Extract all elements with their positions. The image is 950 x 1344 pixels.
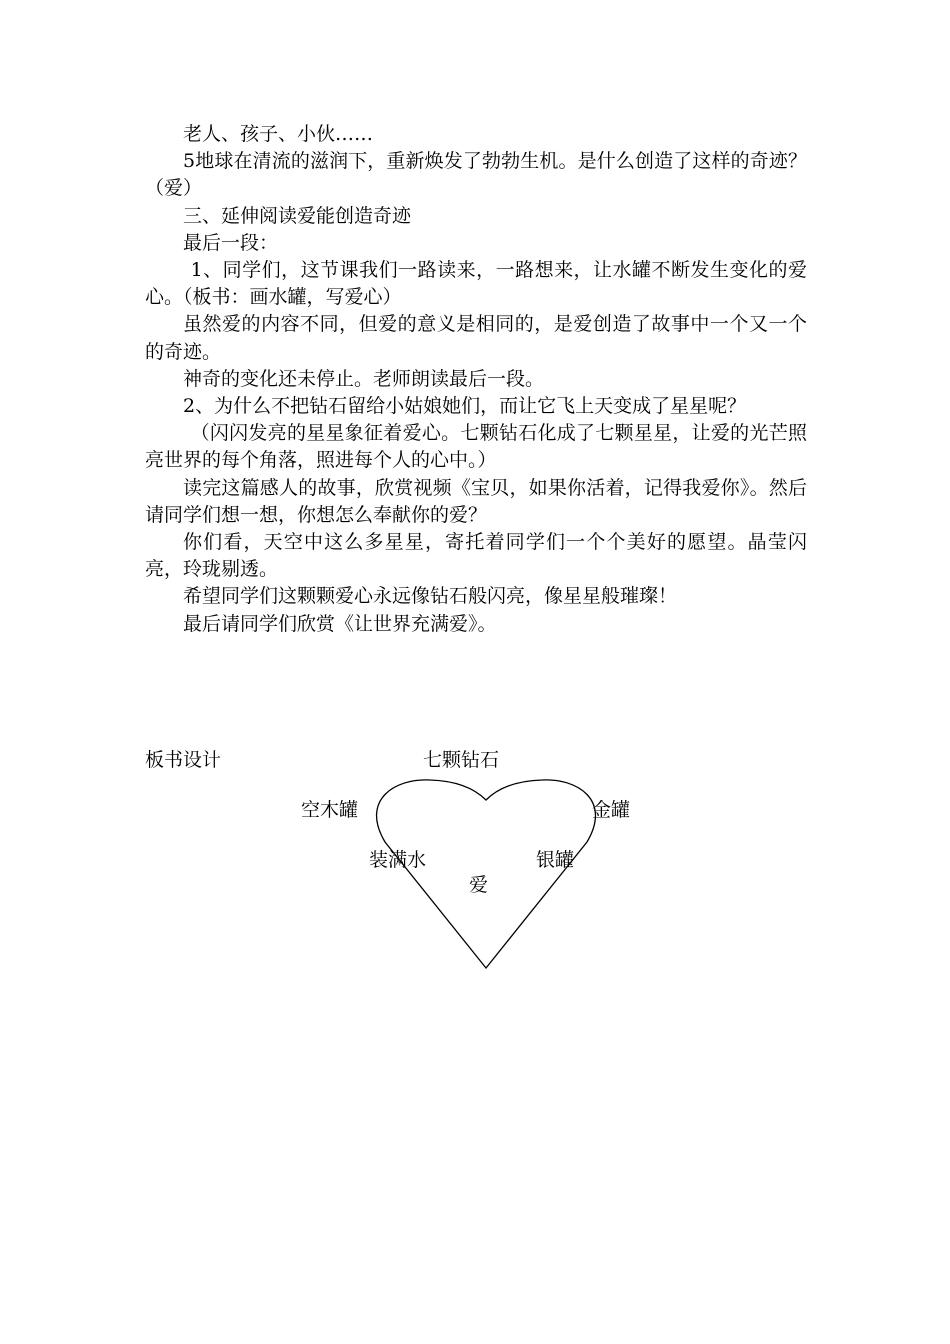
paragraph-7: 神奇的变化还未停止。老师朗读最后一段。 bbox=[183, 367, 545, 390]
paragraph-10: 读完这篇感人的故事，欣赏视频《宝贝，如果你活着，记得我爱你》。然后请同学们想一想，你想怎么奉献你的爱？ bbox=[145, 476, 807, 526]
paragraph-6: 虽然爱的内容不同，但爱的意义是相同的，是爱创造了故事中一个又一个的奇迹。 bbox=[145, 313, 807, 363]
paragraph-1: 老人、孩子、小伙…… bbox=[183, 123, 374, 145]
paragraph-13: 最后请同学们欣赏《让世界充满爱》。 bbox=[183, 612, 497, 635]
board-label-top: 七颗钻石 bbox=[423, 749, 500, 771]
paragraph-12: 希望同学们这颗颗爱心永远像钻石般闪亮，像星星般璀璨！ bbox=[183, 585, 678, 608]
paragraph-11: 你们看，天空中这么多星星，寄托着同学们一个个美好的愿望。晶莹闪亮，玲珑剔透。 bbox=[145, 531, 807, 581]
paragraph-8: 2、为什么不把钻石留给小姑娘她们，而让它飞上天变成了星星呢？ bbox=[183, 395, 747, 418]
paragraph-3: 三、延伸阅读爱能创造奇迹 bbox=[183, 204, 412, 227]
board-label-right-inner: 银罐 bbox=[536, 849, 575, 871]
paragraph-4: 最后一段： bbox=[183, 231, 279, 254]
paragraph-9: （闪闪发亮的星星象征着爱心。七颗钻石化成了七颗星星，让爱的光芒照亮世界的每个角落，照进每个人的心中。） bbox=[145, 422, 807, 472]
board-heading: 板书设计 bbox=[145, 749, 222, 771]
paragraph-5: 1、同学们，这节课我们一路读来，一路想来，让水罐不断发生变化的爱心。（板书：画水罐，写爱心） bbox=[145, 259, 807, 309]
board-label-left-outer: 空木罐 bbox=[301, 799, 359, 821]
board-label-center: 爱 bbox=[469, 874, 489, 896]
board-label-left-inner: 装满水 bbox=[369, 849, 427, 871]
board-label-right-outer: 金罐 bbox=[592, 799, 631, 821]
paragraph-2: 5地球在清流的滋润下，重新焕发了勃勃生机。是什么创造了这样的奇迹？（爱） bbox=[145, 150, 807, 200]
